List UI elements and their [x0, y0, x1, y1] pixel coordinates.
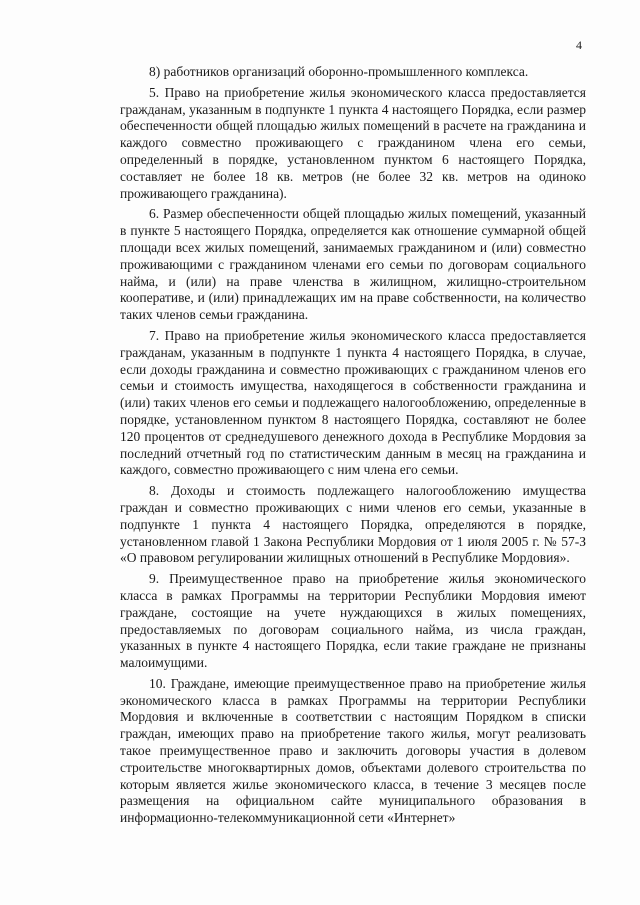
paragraph-clause-8: 8. Доходы и стоимость подлежащего налогообложению имущества граждан и совместно проживающих с ними членов его семьи, указанные в подпункте 1 пункта 4 настоящего Порядка, определяются в порядке, установленном главой 1 Закона Республики Мордовия от 1 июля 2005 г. № 57-З «О правовом регулировании жилищных отношений в Республике Мордовия». [120, 483, 586, 566]
document-body [120, 64, 586, 827]
page-number: 4 [576, 38, 582, 52]
paragraph-clause-5: 5. Право на приобретение жилья экономического класса предоставляется гражданам, указанным в подпункте 1 пункта 4 настоящего Порядка, если размер обеспеченности общей площадью жилых помещений в расчете на гражданина и каждого совместно проживающего с гражданином члена его семьи, определенный в порядке, установленном пунктом 6 настоящего Порядка, составляет не более 18 кв. метров (не более 32 кв. метров на одиноко проживающего гражданина). [120, 84, 586, 201]
paragraph-clause-6: 6. Размер обеспеченности общей площадью жилых помещений, указанный в пункте 5 настоящего Порядка, определяется как отношение суммарной общей площади всех жилых помещений, занимаемых гражданином и (или) совместно проживающими с гражданином членами его семьи по договорам социального найма, и (или) на праве членства в жилищном, жилищно-строительном кооперативе, и (или) принадлежащих им на праве собственности, на количество таких членов семьи гражданина. [120, 206, 586, 323]
paragraph-clause-10: 10. Граждане, имеющие преимущественное право на приобретение жилья экономического класса в рамках Программы на территории Республики Мордовия и включенные в соответствии с настоящим Порядком в списки граждан, имеющих право на приобретение такого жилья, могут реализовать такое преимущественное право и заключить договоры участия в долевом строительстве многоквартирных домов, объектами долевого строительства по которым является жилье экономического класса, в течение 3 месяцев после размещения на официальном сайте муниципального образования в информационно-телекоммуникационной сети «Интернет» [120, 675, 586, 826]
paragraph-clause-7: 7. Право на приобретение жилья экономического класса предоставляется гражданам, указанным в подпункте 1 пункта 4 настоящего Порядка, в случае, если доходы гражданина и совместно проживающих с гражданином членов его семьи и стоимость имущества, находящегося в собственности гражданина и (или) таких членов его семьи и подлежащего налогообложению, определенные в порядке, установленном пунктом 8 настоящего Порядка, составляют не более 120 процентов от среднедушевого денежного дохода в Республике Мордовия за последний отчетный год по статистическим данным в месяц на гражданина и каждого, совместно проживающего с ним члена его семьи. [120, 327, 586, 478]
paragraph-clause-9: 9. Преимущественное право на приобретение жилья экономического класса в рамках Программы на территории Республики Мордовия имеют граждане, состоящие на учете нуждающихся в жилых помещениях, предоставляемых по договорам социального найма, из числа граждан, указанных в пункте 4 настоящего Порядка, если такие граждане не признаны малоимущими. [120, 571, 586, 671]
paragraph-item-8: 8) работников организаций оборонно-промышленного комплекса. [149, 64, 529, 79]
